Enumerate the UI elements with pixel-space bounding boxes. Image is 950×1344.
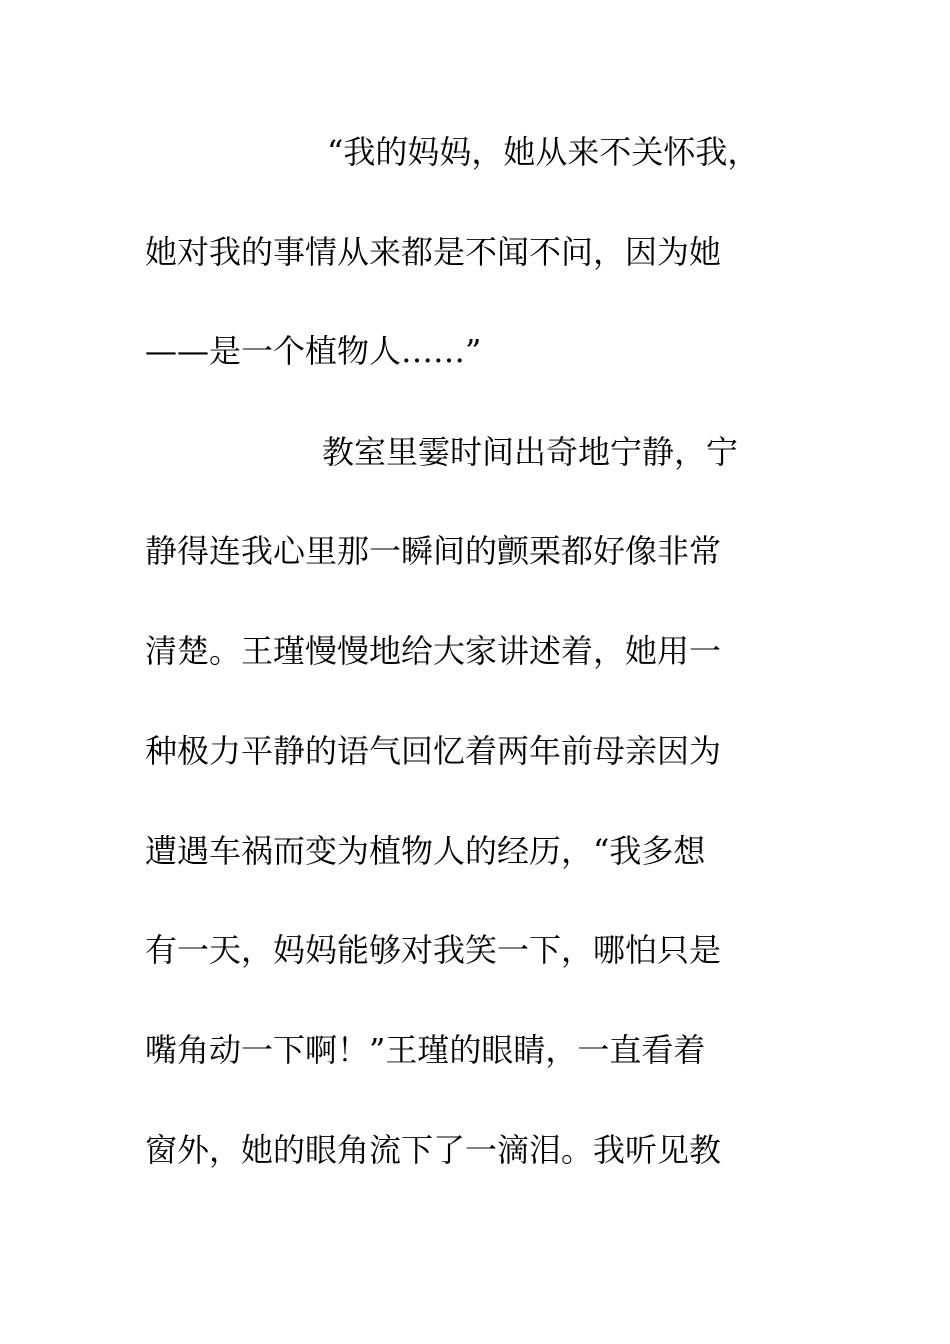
text-line-5: 静得连我心里那一瞬间的颤栗都好像非常 [145,532,722,570]
text-line-2: 她对我的事情从来都是不闻不问，因为她 [145,233,722,271]
text-line-7: 种极力平静的语气回忆着两年前母亲因为 [145,732,722,770]
text-line-1: “我的妈妈，她从来不关怀我， [327,133,760,171]
text-line-10: 嘴角动一下啊！”王瑾的眼睛，一直看着 [145,1031,706,1069]
text-line-11: 窗外，她的眼角流下了一滴泪。我听见教 [145,1131,722,1169]
text-line-6: 清楚。王瑾慢慢地给大家讲述着，她用一 [145,632,722,670]
text-line-4: 教室里霎时间出奇地宁静，宁 [322,433,739,471]
text-line-3: ——是一个植物人……” [145,332,482,370]
text-line-9: 有一天，妈妈能够对我笑一下，哪怕只是 [145,931,722,969]
text-line-8: 遭遇车祸而变为植物人的经历，“我多想 [145,832,706,870]
